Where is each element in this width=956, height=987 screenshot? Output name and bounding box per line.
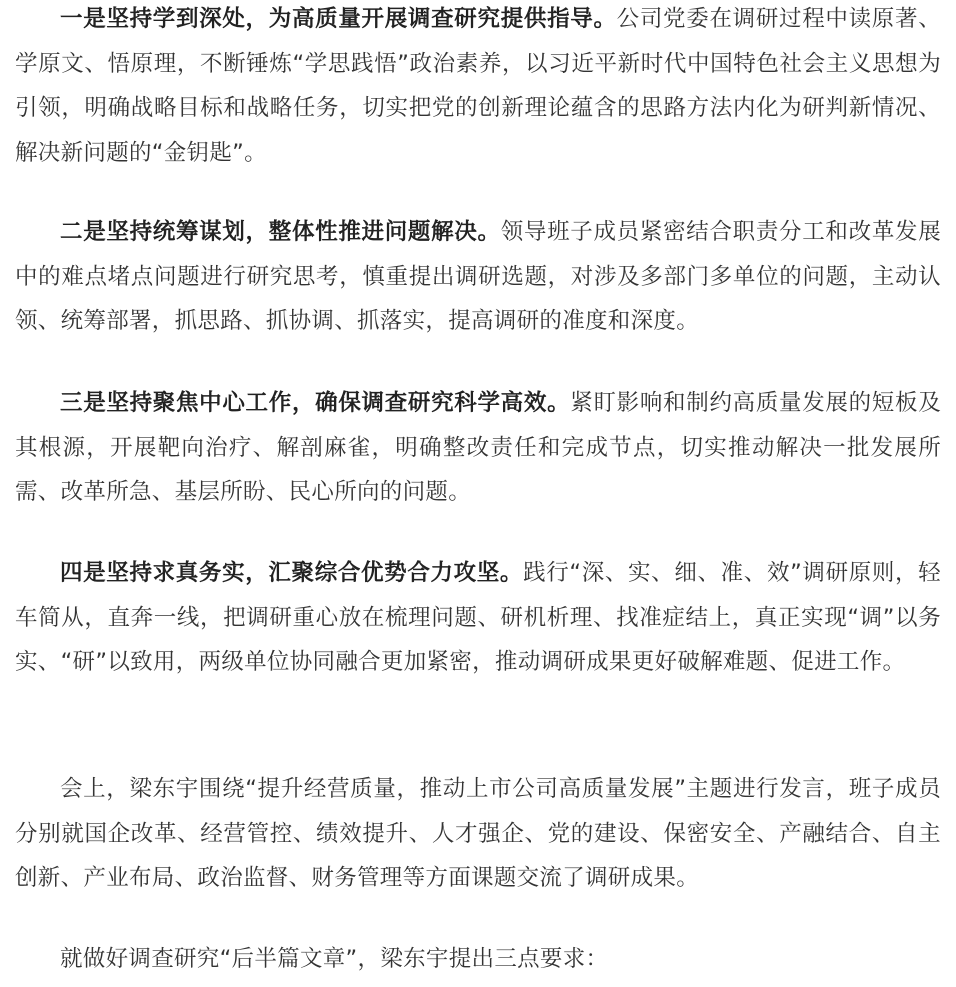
paragraph-2-lead: 二是坚持统筹谋划，整体性推进问题解决。	[60, 219, 501, 245]
paragraph-5-text: 会上，梁东宇围绕“提升经营质量，推动上市公司高质量发展”主题进行发言，班子成员分别就国企改革、经营管控、绩效提升、人才强企、党的建设、保密安全、产融结合、自主创新、产业布局、政治监督、财务管理等方面课题交流了调研成果。	[15, 776, 941, 891]
paragraph-3	[15, 381, 941, 515]
paragraph-4-text: 践行“深、实、细、准、效”调研原则，轻车简从，直奔一线，把调研重心放在梳理问题、研机析理、找准症结上，真正实现“调”以务实、“研”以致用，两级单位协同融合更加紧密，推动调研成果更好破解难题、促进工作。	[15, 560, 941, 675]
paragraph-5	[15, 767, 941, 901]
paragraph-1-lead: 一是坚持学到深处，为高质量开展调查研究提供指导。	[60, 6, 617, 32]
paragraph-3-text: 紧盯影响和制约高质量发展的短板及其根源，开展靶向治疗、解剖麻雀，明确整改责任和完成节点，切实推动解决一批发展所需、改革所急、基层所盼、民心所向的问题。	[15, 390, 941, 505]
paragraph-1	[15, 0, 941, 175]
paragraph-2-text: 领导班子成员紧密结合职责分工和改革发展中的难点堵点问题进行研究思考，慎重提出调研选题，对涉及多部门多单位的问题，主动认领、统筹部署，抓思路、抓协调、抓落实，提高调研的准度和深度。	[15, 219, 942, 334]
paragraph-3-lead: 三是坚持聚焦中心工作，确保调查研究科学高效。	[60, 390, 571, 416]
paragraph-4-lead: 四是坚持求真务实，汇聚综合优势合力攻坚。	[60, 560, 524, 586]
paragraph-6	[15, 937, 941, 982]
paragraph-1-text: 公司党委在调研过程中读原著、学原文、悟原理，不断锤炼“学思践悟”政治素养，以习近平新时代中国特色社会主义思想为引领，明确战略目标和战略任务，切实把党的创新理论蕴含的思路方法内化为研判新情况、解决新问题的“金钥匙”。	[15, 6, 941, 166]
paragraph-6-text: 就做好调查研究“后半篇文章”，梁东宇提出三点要求：	[60, 946, 609, 972]
paragraph-4	[15, 551, 941, 685]
paragraph-2	[15, 210, 941, 344]
